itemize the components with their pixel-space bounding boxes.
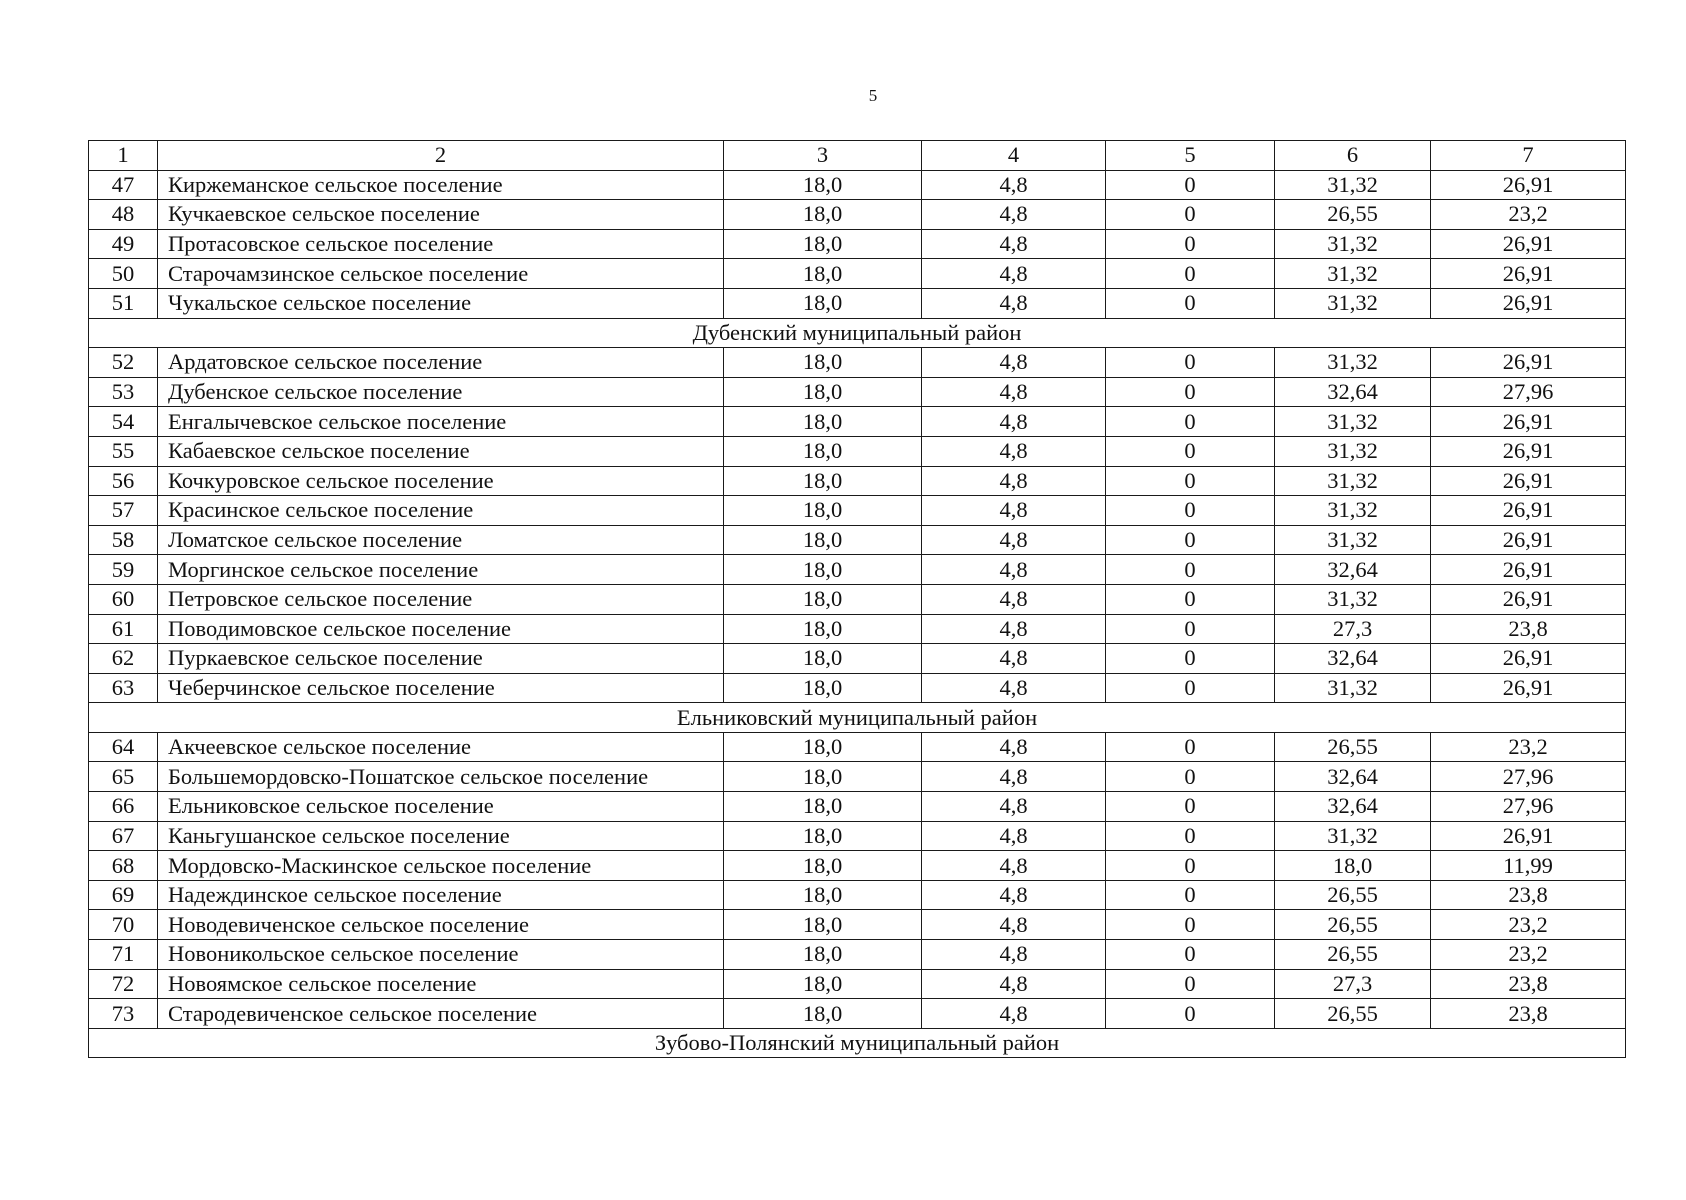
col3-value-cell: 18,0 xyxy=(724,170,922,200)
col6-value-cell: 26,55 xyxy=(1275,940,1431,970)
row-number-cell: 67 xyxy=(89,821,158,851)
col6-value-cell: 27,3 xyxy=(1275,969,1431,999)
col6-value-cell: 27,3 xyxy=(1275,614,1431,644)
col7-value-cell: 23,8 xyxy=(1431,614,1626,644)
settlement-name-cell: Кочкуровское сельское поселение xyxy=(158,466,724,496)
table-row xyxy=(89,999,1626,1029)
col3-value-cell: 18,0 xyxy=(724,673,922,703)
col7-value-cell: 26,91 xyxy=(1431,259,1626,289)
col3-value-cell: 18,0 xyxy=(724,880,922,910)
col4-value-cell: 4,8 xyxy=(922,496,1106,526)
table-row xyxy=(89,614,1626,644)
row-number-cell: 68 xyxy=(89,851,158,881)
settlement-name-cell: Ломатское сельское поселение xyxy=(158,525,724,555)
row-number-cell: 60 xyxy=(89,584,158,614)
table-row xyxy=(89,851,1626,881)
col6-value-cell: 26,55 xyxy=(1275,999,1431,1029)
settlement-name-cell: Чукальское сельское поселение xyxy=(158,288,724,318)
col4-value-cell: 4,8 xyxy=(922,170,1106,200)
col6-value-cell: 26,55 xyxy=(1275,200,1431,230)
col7-value-cell: 26,91 xyxy=(1431,496,1626,526)
col6-value-cell: 31,32 xyxy=(1275,525,1431,555)
settlement-name-cell: Акчеевское сельское поселение xyxy=(158,732,724,762)
col7-value-cell: 26,91 xyxy=(1431,525,1626,555)
settlement-name-cell: Надеждинское сельское поселение xyxy=(158,880,724,910)
col5-value-cell: 0 xyxy=(1106,555,1275,585)
column-number-row xyxy=(89,141,1626,171)
col4-value-cell: 4,8 xyxy=(922,880,1106,910)
column-number: 4 xyxy=(922,141,1106,171)
table-row xyxy=(89,377,1626,407)
col6-value-cell: 31,32 xyxy=(1275,584,1431,614)
col6-value-cell: 31,32 xyxy=(1275,229,1431,259)
settlement-name-cell: Протасовское сельское поселение xyxy=(158,229,724,259)
col6-value-cell: 32,64 xyxy=(1275,555,1431,585)
row-number-cell: 66 xyxy=(89,792,158,822)
row-number-cell: 62 xyxy=(89,644,158,674)
col5-value-cell: 0 xyxy=(1106,880,1275,910)
col4-value-cell: 4,8 xyxy=(922,999,1106,1029)
col5-value-cell: 0 xyxy=(1106,821,1275,851)
col7-value-cell: 27,96 xyxy=(1431,377,1626,407)
settlements-table xyxy=(88,140,1626,1058)
column-number: 2 xyxy=(158,141,724,171)
table-row xyxy=(89,436,1626,466)
row-number-cell: 47 xyxy=(89,170,158,200)
col6-value-cell: 26,55 xyxy=(1275,910,1431,940)
col4-value-cell: 4,8 xyxy=(922,732,1106,762)
table-body xyxy=(89,141,1626,1058)
col4-value-cell: 4,8 xyxy=(922,969,1106,999)
row-number-cell: 70 xyxy=(89,910,158,940)
col3-value-cell: 18,0 xyxy=(724,259,922,289)
row-number-cell: 57 xyxy=(89,496,158,526)
col4-value-cell: 4,8 xyxy=(922,762,1106,792)
col6-value-cell: 31,32 xyxy=(1275,466,1431,496)
table-row xyxy=(89,288,1626,318)
col6-value-cell: 32,64 xyxy=(1275,762,1431,792)
col7-value-cell: 26,91 xyxy=(1431,466,1626,496)
col3-value-cell: 18,0 xyxy=(724,969,922,999)
col7-value-cell: 23,8 xyxy=(1431,880,1626,910)
col4-value-cell: 4,8 xyxy=(922,348,1106,378)
row-number-cell: 63 xyxy=(89,673,158,703)
district-section-row xyxy=(89,1028,1626,1058)
col7-value-cell: 23,8 xyxy=(1431,969,1626,999)
col4-value-cell: 4,8 xyxy=(922,792,1106,822)
col5-value-cell: 0 xyxy=(1106,229,1275,259)
page-number: 5 xyxy=(868,86,878,105)
col3-value-cell: 18,0 xyxy=(724,466,922,496)
col6-value-cell: 31,32 xyxy=(1275,259,1431,289)
col7-value-cell: 23,2 xyxy=(1431,732,1626,762)
col6-value-cell: 31,32 xyxy=(1275,407,1431,437)
district-title: Зубово-Полянский муниципальный район xyxy=(89,1028,1626,1058)
column-number: 7 xyxy=(1431,141,1626,171)
settlement-name-cell: Киржеманское сельское поселение xyxy=(158,170,724,200)
col3-value-cell: 18,0 xyxy=(724,821,922,851)
col3-value-cell: 18,0 xyxy=(724,644,922,674)
col4-value-cell: 4,8 xyxy=(922,259,1106,289)
settlement-name-cell: Кучкаевское сельское поселение xyxy=(158,200,724,230)
district-title: Ельниковский муниципальный район xyxy=(89,703,1626,733)
row-number-cell: 49 xyxy=(89,229,158,259)
column-number: 5 xyxy=(1106,141,1275,171)
table-row xyxy=(89,910,1626,940)
table-row xyxy=(89,584,1626,614)
col7-value-cell: 26,91 xyxy=(1431,436,1626,466)
col5-value-cell: 0 xyxy=(1106,407,1275,437)
row-number-cell: 59 xyxy=(89,555,158,585)
col5-value-cell: 0 xyxy=(1106,436,1275,466)
col4-value-cell: 4,8 xyxy=(922,644,1106,674)
settlement-name-cell: Пуркаевское сельское поселение xyxy=(158,644,724,674)
col5-value-cell: 0 xyxy=(1106,673,1275,703)
col3-value-cell: 18,0 xyxy=(724,229,922,259)
col3-value-cell: 18,0 xyxy=(724,496,922,526)
col3-value-cell: 18,0 xyxy=(724,762,922,792)
col7-value-cell: 27,96 xyxy=(1431,762,1626,792)
settlement-name-cell: Каньгушанское сельское поселение xyxy=(158,821,724,851)
table-row xyxy=(89,229,1626,259)
col3-value-cell: 18,0 xyxy=(724,910,922,940)
col3-value-cell: 18,0 xyxy=(724,999,922,1029)
column-number: 1 xyxy=(89,141,158,171)
row-number-cell: 65 xyxy=(89,762,158,792)
row-number-cell: 73 xyxy=(89,999,158,1029)
settlement-name-cell: Красинское сельское поселение xyxy=(158,496,724,526)
col7-value-cell: 26,91 xyxy=(1431,673,1626,703)
table-row xyxy=(89,348,1626,378)
col3-value-cell: 18,0 xyxy=(724,288,922,318)
table-row xyxy=(89,821,1626,851)
settlement-name-cell: Новоямское сельское поселение xyxy=(158,969,724,999)
col5-value-cell: 0 xyxy=(1106,762,1275,792)
col7-value-cell: 23,2 xyxy=(1431,200,1626,230)
col4-value-cell: 4,8 xyxy=(922,525,1106,555)
table-row xyxy=(89,259,1626,289)
col5-value-cell: 0 xyxy=(1106,200,1275,230)
table-row xyxy=(89,170,1626,200)
col6-value-cell: 31,32 xyxy=(1275,496,1431,526)
col3-value-cell: 18,0 xyxy=(724,407,922,437)
table-row xyxy=(89,969,1626,999)
row-number-cell: 64 xyxy=(89,732,158,762)
col7-value-cell: 26,91 xyxy=(1431,584,1626,614)
settlement-name-cell: Ардатовское сельское поселение xyxy=(158,348,724,378)
col4-value-cell: 4,8 xyxy=(922,200,1106,230)
col6-value-cell: 31,32 xyxy=(1275,673,1431,703)
row-number-cell: 69 xyxy=(89,880,158,910)
col7-value-cell: 23,2 xyxy=(1431,940,1626,970)
table-row xyxy=(89,880,1626,910)
col7-value-cell: 27,96 xyxy=(1431,792,1626,822)
col5-value-cell: 0 xyxy=(1106,851,1275,881)
col5-value-cell: 0 xyxy=(1106,288,1275,318)
col4-value-cell: 4,8 xyxy=(922,821,1106,851)
table-row xyxy=(89,792,1626,822)
table-row xyxy=(89,407,1626,437)
table-row xyxy=(89,525,1626,555)
col7-value-cell: 23,8 xyxy=(1431,999,1626,1029)
table-row xyxy=(89,555,1626,585)
settlement-name-cell: Мордовско-Маскинское сельское поселение xyxy=(158,851,724,881)
col3-value-cell: 18,0 xyxy=(724,555,922,585)
col5-value-cell: 0 xyxy=(1106,170,1275,200)
col5-value-cell: 0 xyxy=(1106,377,1275,407)
col4-value-cell: 4,8 xyxy=(922,288,1106,318)
col3-value-cell: 18,0 xyxy=(724,377,922,407)
col7-value-cell: 26,91 xyxy=(1431,644,1626,674)
col5-value-cell: 0 xyxy=(1106,614,1275,644)
col5-value-cell: 0 xyxy=(1106,792,1275,822)
col6-value-cell: 32,64 xyxy=(1275,792,1431,822)
col4-value-cell: 4,8 xyxy=(922,229,1106,259)
col7-value-cell: 23,2 xyxy=(1431,910,1626,940)
settlement-name-cell: Петровское сельское поселение xyxy=(158,584,724,614)
col6-value-cell: 31,32 xyxy=(1275,821,1431,851)
row-number-cell: 53 xyxy=(89,377,158,407)
col6-value-cell: 31,32 xyxy=(1275,288,1431,318)
settlement-name-cell: Новодевиченское сельское поселение xyxy=(158,910,724,940)
col4-value-cell: 4,8 xyxy=(922,377,1106,407)
settlement-name-cell: Новоникольское сельское поселение xyxy=(158,940,724,970)
col6-value-cell: 31,32 xyxy=(1275,348,1431,378)
col4-value-cell: 4,8 xyxy=(922,910,1106,940)
col5-value-cell: 0 xyxy=(1106,348,1275,378)
settlement-name-cell: Стародевиченское сельское поселение xyxy=(158,999,724,1029)
col5-value-cell: 0 xyxy=(1106,969,1275,999)
row-number-cell: 51 xyxy=(89,288,158,318)
col5-value-cell: 0 xyxy=(1106,999,1275,1029)
col3-value-cell: 18,0 xyxy=(724,792,922,822)
col7-value-cell: 11,99 xyxy=(1431,851,1626,881)
settlement-name-cell: Дубенское сельское поселение xyxy=(158,377,724,407)
settlement-name-cell: Ельниковское сельское поселение xyxy=(158,792,724,822)
col7-value-cell: 26,91 xyxy=(1431,288,1626,318)
col6-value-cell: 32,64 xyxy=(1275,644,1431,674)
col3-value-cell: 18,0 xyxy=(724,732,922,762)
settlement-name-cell: Кабаевское сельское поселение xyxy=(158,436,724,466)
settlement-name-cell: Енгалычевское сельское поселение xyxy=(158,407,724,437)
column-number: 6 xyxy=(1275,141,1431,171)
col3-value-cell: 18,0 xyxy=(724,940,922,970)
col4-value-cell: 4,8 xyxy=(922,584,1106,614)
col6-value-cell: 31,32 xyxy=(1275,170,1431,200)
settlement-name-cell: Чеберчинское сельское поселение xyxy=(158,673,724,703)
district-title: Дубенский муниципальный район xyxy=(89,318,1626,348)
col4-value-cell: 4,8 xyxy=(922,614,1106,644)
table-row xyxy=(89,644,1626,674)
col6-value-cell: 26,55 xyxy=(1275,732,1431,762)
table-row xyxy=(89,673,1626,703)
settlement-name-cell: Поводимовское сельское поселение xyxy=(158,614,724,644)
settlement-name-cell: Старочамзинское сельское поселение xyxy=(158,259,724,289)
col5-value-cell: 0 xyxy=(1106,644,1275,674)
table-row xyxy=(89,762,1626,792)
col3-value-cell: 18,0 xyxy=(724,525,922,555)
col5-value-cell: 0 xyxy=(1106,910,1275,940)
col7-value-cell: 26,91 xyxy=(1431,348,1626,378)
col7-value-cell: 26,91 xyxy=(1431,555,1626,585)
col4-value-cell: 4,8 xyxy=(922,673,1106,703)
table-row xyxy=(89,466,1626,496)
column-number: 3 xyxy=(724,141,922,171)
row-number-cell: 52 xyxy=(89,348,158,378)
col4-value-cell: 4,8 xyxy=(922,466,1106,496)
col4-value-cell: 4,8 xyxy=(922,555,1106,585)
col6-value-cell: 26,55 xyxy=(1275,880,1431,910)
col5-value-cell: 0 xyxy=(1106,525,1275,555)
row-number-cell: 50 xyxy=(89,259,158,289)
table-row xyxy=(89,732,1626,762)
row-number-cell: 56 xyxy=(89,466,158,496)
col4-value-cell: 4,8 xyxy=(922,436,1106,466)
col3-value-cell: 18,0 xyxy=(724,614,922,644)
col5-value-cell: 0 xyxy=(1106,496,1275,526)
col3-value-cell: 18,0 xyxy=(724,200,922,230)
row-number-cell: 72 xyxy=(89,969,158,999)
table-row xyxy=(89,200,1626,230)
col4-value-cell: 4,8 xyxy=(922,851,1106,881)
district-section-row xyxy=(89,318,1626,348)
col5-value-cell: 0 xyxy=(1106,584,1275,614)
row-number-cell: 58 xyxy=(89,525,158,555)
col5-value-cell: 0 xyxy=(1106,732,1275,762)
col3-value-cell: 18,0 xyxy=(724,851,922,881)
col7-value-cell: 26,91 xyxy=(1431,821,1626,851)
row-number-cell: 55 xyxy=(89,436,158,466)
col4-value-cell: 4,8 xyxy=(922,940,1106,970)
col4-value-cell: 4,8 xyxy=(922,407,1106,437)
col7-value-cell: 26,91 xyxy=(1431,229,1626,259)
col3-value-cell: 18,0 xyxy=(724,436,922,466)
col3-value-cell: 18,0 xyxy=(724,348,922,378)
district-section-row xyxy=(89,703,1626,733)
row-number-cell: 54 xyxy=(89,407,158,437)
col5-value-cell: 0 xyxy=(1106,259,1275,289)
table-row xyxy=(89,940,1626,970)
col6-value-cell: 31,32 xyxy=(1275,436,1431,466)
row-number-cell: 48 xyxy=(89,200,158,230)
col6-value-cell: 18,0 xyxy=(1275,851,1431,881)
col5-value-cell: 0 xyxy=(1106,466,1275,496)
settlement-name-cell: Моргинское сельское поселение xyxy=(158,555,724,585)
col7-value-cell: 26,91 xyxy=(1431,170,1626,200)
row-number-cell: 61 xyxy=(89,614,158,644)
table-row xyxy=(89,496,1626,526)
settlement-name-cell: Большемордовско-Пошатское сельское поселение xyxy=(158,762,724,792)
col5-value-cell: 0 xyxy=(1106,940,1275,970)
col6-value-cell: 32,64 xyxy=(1275,377,1431,407)
col7-value-cell: 26,91 xyxy=(1431,407,1626,437)
col3-value-cell: 18,0 xyxy=(724,584,922,614)
row-number-cell: 71 xyxy=(89,940,158,970)
